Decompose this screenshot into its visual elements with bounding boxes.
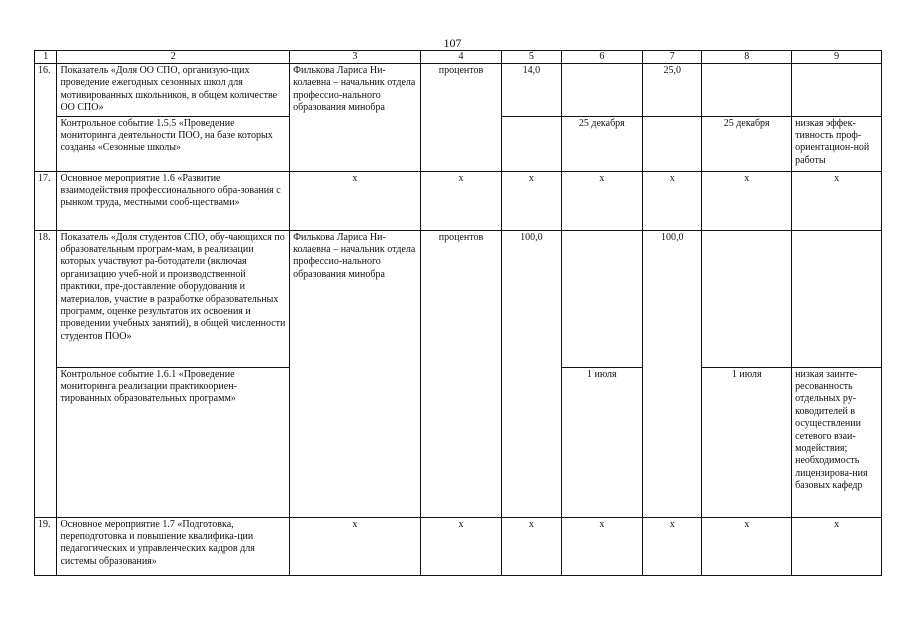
header-cell: 3 — [290, 51, 421, 64]
row-number: 18. — [35, 230, 57, 517]
date-cell: 1 июля — [702, 367, 792, 517]
responsible-cell: Филькова Лариса Ни-колаевна – начальник отдела профессио-нального образования минобра — [290, 230, 421, 517]
empty-cell — [792, 230, 882, 367]
empty-cell — [702, 230, 792, 367]
mark-cell: x — [702, 517, 792, 575]
header-cell: 9 — [792, 51, 882, 64]
date-cell: 25 декабря — [702, 116, 792, 171]
empty-cell — [702, 64, 792, 117]
indicator-cell: Показатель «Доля студентов СПО, обу-чающихся по образовательным програм-мам, в реализации которых участвуют ра-ботодатели (включая организацию учеб-ной и производственной практики, пре-доставление оборудования и материалов, участие в разработке образовательных программ, оценке результатов их освоения и проведении учебных занятий), в общей численности студентов ПОО» — [57, 230, 290, 367]
mark-cell: x — [290, 171, 421, 230]
unit-cell: процентов — [420, 64, 502, 172]
mark-cell: x — [643, 171, 702, 230]
mark-cell: x — [290, 517, 421, 575]
value-cell: 14,0 — [502, 64, 561, 117]
empty-cell — [561, 64, 643, 117]
mark-cell: x — [502, 171, 561, 230]
value-cell: 25,0 — [643, 64, 702, 117]
header-row — [35, 51, 882, 64]
header-cell: 4 — [420, 51, 502, 64]
mark-cell: x — [420, 171, 502, 230]
risk-cell: низкая эффек-тивность проф-ориентацион-ной работы — [792, 116, 882, 171]
empty-cell — [643, 116, 702, 171]
row-number: 19. — [35, 517, 57, 575]
event-cell: Контрольное событие 1.6.1 «Проведение мониторинга реализации практикоориен-тированных образовательных программ» — [57, 367, 290, 517]
mark-cell: x — [420, 517, 502, 575]
indicator-cell: Показатель «Доля ОО СПО, организую-щих проведение ежегодных сезонных школ для мотивированных школьников, в общем количестве ОО СПО» — [57, 64, 290, 117]
header-cell: 5 — [502, 51, 561, 64]
mark-cell: x — [561, 171, 643, 230]
mark-cell: x — [561, 517, 643, 575]
page-number: 107 — [443, 36, 462, 50]
table-row — [35, 64, 882, 117]
event-cell: Контрольное событие 1.5.5 «Проведение мониторинга деятельности ПОО, на базе которых созданы «Сезонные школы» — [57, 116, 290, 171]
mark-cell: x — [792, 171, 882, 230]
table-row — [35, 230, 882, 367]
empty-cell — [561, 230, 643, 367]
risk-cell: низкая заинте-ресованность отдельных ру-ководителей в осуществлении сетевого взаи-модействия; необходимость лицензирова-ния базовых кафедр — [792, 367, 882, 517]
event-cell: Основное мероприятие 1.7 «Подготовка, переподготовка и повышение квалифика-ции педагогических и управленческих кадров для системы образования» — [57, 517, 290, 575]
date-cell: 25 декабря — [561, 116, 643, 171]
mark-cell: x — [792, 517, 882, 575]
empty-cell — [792, 64, 882, 117]
responsible-cell: Филькова Лариса Ни-колаевна – начальник отдела профессио-нального образования минобра — [290, 64, 421, 172]
header-cell: 6 — [561, 51, 643, 64]
row-number: 17. — [35, 171, 57, 230]
value-cell: 100,0 — [502, 230, 561, 517]
header-cell: 2 — [57, 51, 290, 64]
unit-cell: процентов — [420, 230, 502, 517]
header-cell: 1 — [35, 51, 57, 64]
event-cell: Основное мероприятие 1.6 «Развитие взаимодействия профессионального обра-зования с рынком труда, местными сооб-ществами» — [57, 171, 290, 230]
mark-cell: x — [502, 517, 561, 575]
table-row — [35, 171, 882, 230]
plan-table — [34, 50, 882, 576]
header-cell: 8 — [702, 51, 792, 64]
header-cell: 7 — [643, 51, 702, 64]
value-cell: 100,0 — [643, 230, 702, 517]
mark-cell: x — [643, 517, 702, 575]
table-row — [35, 517, 882, 575]
mark-cell: x — [702, 171, 792, 230]
empty-cell — [502, 116, 561, 171]
row-number: 16. — [35, 64, 57, 172]
date-cell: 1 июля — [561, 367, 643, 517]
